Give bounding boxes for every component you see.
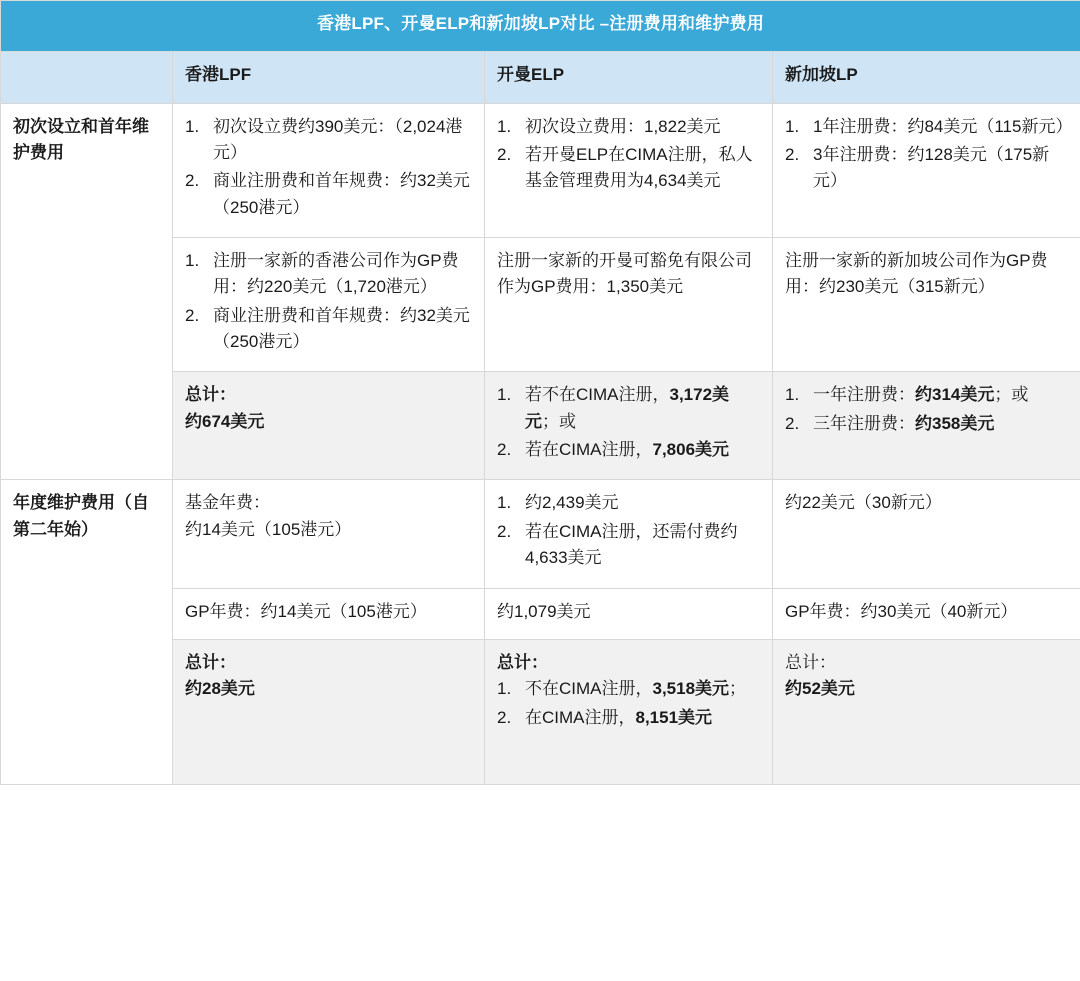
list-marker: 1. xyxy=(497,493,512,513)
cell-setup-gp-sg xyxy=(773,238,1080,372)
cell-setup-gp-ky xyxy=(485,238,773,372)
numbered-list xyxy=(497,676,760,731)
cell-annual-gp-sg xyxy=(773,588,1080,639)
column-header-sg: 新加坡LP xyxy=(773,52,1080,103)
list-item: 2. 3年注册费：约128美元（175新元） xyxy=(785,142,1068,195)
numbered-list xyxy=(497,382,760,463)
list-item: 2. 若开曼ELP在CIMA注册，私人基金管理费用为4,634美元 xyxy=(497,142,760,195)
list-marker: 2. xyxy=(497,707,512,727)
cell-text: 注册一家新的新加坡公司作为GP费用：约230美元（315新元） xyxy=(785,251,1048,297)
numbered-list xyxy=(785,382,1068,437)
row-header-setup: 初次设立和首年维护费用 xyxy=(1,103,173,480)
cell-setup-initial-ky xyxy=(485,103,773,237)
table-title: 香港LPF、开曼ELP和新加坡LP对比 –注册费用和维护费用 xyxy=(1,1,1080,52)
total-value: 约674美元 xyxy=(185,411,265,431)
table-row xyxy=(1,103,1080,237)
cell-annual-fund-sg xyxy=(773,480,1080,588)
total-value: 约28美元 xyxy=(185,679,255,699)
cell-text: 约1,079美元 xyxy=(497,601,591,621)
list-item: 2. 三年注册费：约358美元 xyxy=(785,411,1068,437)
list-item: 2. 商业注册费和首年规费：约32美元（250港元） xyxy=(185,303,472,356)
total-label: 总计： xyxy=(497,652,548,672)
cell-annual-fund-ky xyxy=(485,480,773,588)
cell-setup-total-sg xyxy=(773,372,1080,480)
list-marker: 2. xyxy=(497,521,512,541)
list-marker: 1. xyxy=(497,116,512,136)
numbered-list xyxy=(497,114,760,195)
numbered-list xyxy=(185,114,472,221)
total-value: 约52美元 xyxy=(785,679,855,699)
cell-setup-total-hk xyxy=(173,372,485,480)
list-item: 2. 商业注册费和首年规费：约32美元（250港元） xyxy=(185,168,472,221)
cell-annual-total-sg xyxy=(773,639,1080,784)
list-marker: 2. xyxy=(497,145,512,165)
table-row xyxy=(1,480,1080,588)
cell-text: 基金年费： xyxy=(185,493,270,513)
cell-setup-initial-hk xyxy=(173,103,485,237)
row-header-annual: 年度维护费用（自第二年始） xyxy=(1,480,173,784)
list-item: 2. 若在CIMA注册，还需付费约4,633美元 xyxy=(497,519,760,572)
cell-annual-total-ky xyxy=(485,639,773,784)
cell-setup-initial-sg xyxy=(773,103,1080,237)
header-blank-cell xyxy=(1,52,173,103)
list-marker: 1. xyxy=(785,116,800,136)
list-marker: 1. xyxy=(185,116,200,136)
list-item: 1. 注册一家新的香港公司作为GP费用：约220美元（1,720港元） xyxy=(185,248,472,301)
list-item: 1. 1年注册费：约84美元（115新元） xyxy=(785,114,1068,140)
numbered-list xyxy=(185,248,472,355)
cell-annual-fund-hk xyxy=(173,480,485,588)
cell-text: 约22美元（30新元） xyxy=(785,493,942,513)
numbered-list xyxy=(497,490,760,571)
cell-text: 约14美元（105港元） xyxy=(185,519,352,539)
table-title-row xyxy=(1,1,1080,52)
list-marker: 1. xyxy=(497,679,512,699)
list-item: 1. 约2,439美元 xyxy=(497,490,760,516)
list-marker: 1. xyxy=(785,385,800,405)
cell-text: 注册一家新的开曼可豁免有限公司作为GP费用：1,350美元 xyxy=(497,251,752,297)
column-header-ky: 开曼ELP xyxy=(485,52,773,103)
total-label: 总计： xyxy=(185,385,236,405)
list-item: 1. 若不在CIMA注册，3,172美元；或 xyxy=(497,382,760,435)
cell-annual-gp-hk xyxy=(173,588,485,639)
list-item: 2. 若在CIMA注册，7,806美元 xyxy=(497,437,760,463)
numbered-list xyxy=(785,114,1073,195)
list-item: 1. 初次设立费用：1,822美元 xyxy=(497,114,760,140)
list-marker: 2. xyxy=(785,413,800,433)
list-marker: 1. xyxy=(497,385,512,405)
cell-text: GP年费：约30美元（40新元） xyxy=(785,601,1018,621)
total-label: 总计： xyxy=(785,652,836,672)
cell-setup-total-ky xyxy=(485,372,773,480)
total-label: 总计： xyxy=(185,652,236,672)
cell-text: GP年费：约14美元（105港元） xyxy=(185,601,427,621)
table-header-row xyxy=(1,52,1080,103)
list-item: 1. 一年注册费：约314美元；或 xyxy=(785,382,1068,408)
list-marker: 1. xyxy=(185,251,200,271)
cell-setup-gp-hk xyxy=(173,238,485,372)
list-marker: 2. xyxy=(497,440,512,460)
cell-annual-total-hk xyxy=(173,639,485,784)
list-marker: 2. xyxy=(185,305,200,325)
list-item: 1. 初次设立费约390美元：（2,024港元） xyxy=(185,114,472,167)
list-marker: 2. xyxy=(185,171,200,191)
column-header-hk: 香港LPF xyxy=(173,52,485,103)
cell-annual-gp-ky xyxy=(485,588,773,639)
list-item: 2. 在CIMA注册，8,151美元 xyxy=(497,705,760,731)
list-item: 1. 不在CIMA注册，3,518美元； xyxy=(497,676,760,702)
list-marker: 2. xyxy=(785,145,800,165)
